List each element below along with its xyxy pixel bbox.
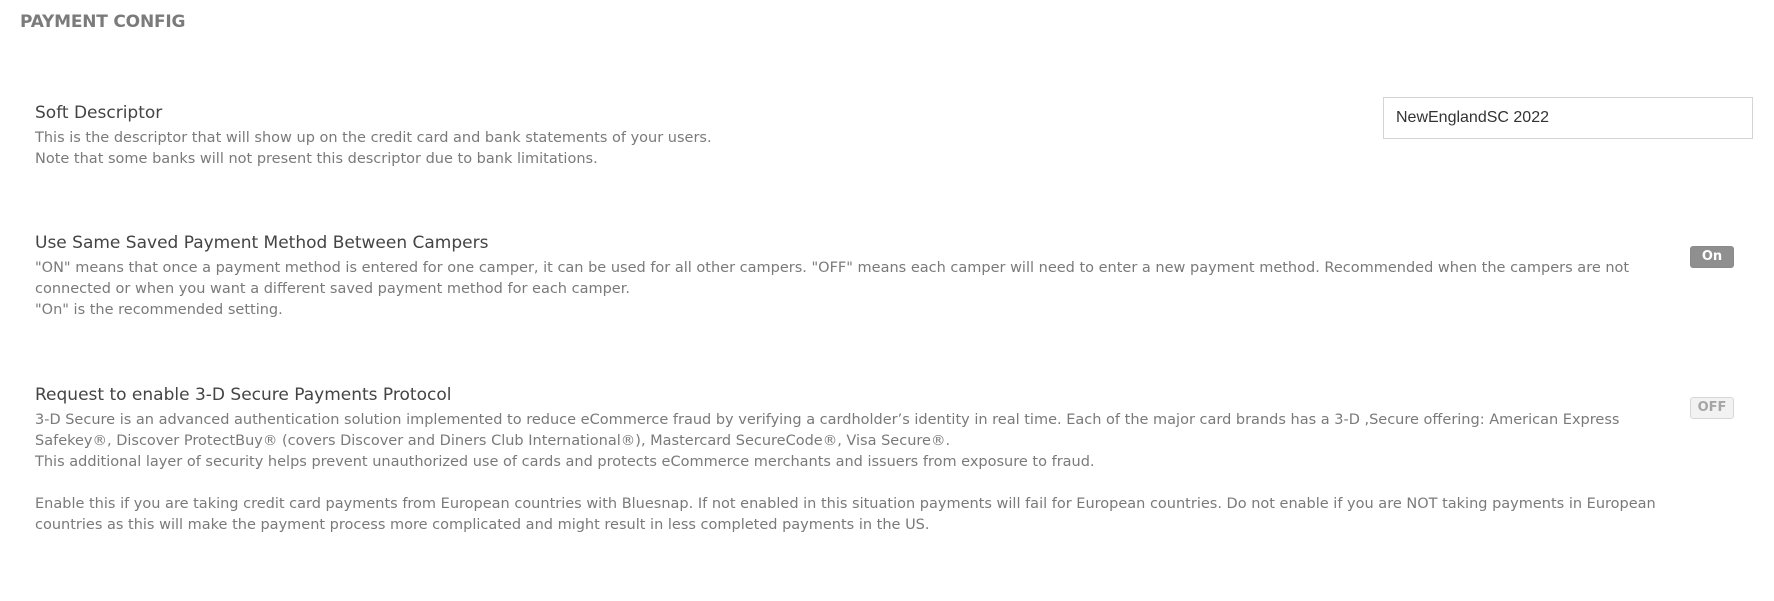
three-d-secure-setting [35, 384, 1685, 536]
same-payment-method-title: Use Same Saved Payment Method Between Campers [35, 233, 489, 253]
three-d-secure-desc-line: Enable this if you are taking credit card payments from European countries with Bluesnap. If not enabled in this situation payments will fail for European countries. Do not enable if you are NOT taking payments in European countries as this will make the payment process more complicated and might result in less completed payments in the US. [35, 496, 1656, 533]
soft-descriptor-description [35, 128, 1335, 170]
soft-descriptor-desc-line: Note that some banks will not present this descriptor due to bank limitations. [35, 151, 598, 167]
soft-descriptor-desc-line: This is the descriptor that will show up on the credit card and bank statements of your users. [35, 130, 712, 146]
three-d-secure-description [35, 410, 1685, 536]
same-payment-method-description [35, 258, 1675, 321]
same-payment-method-setting [35, 232, 1675, 321]
three-d-secure-title: Request to enable 3-D Secure Payments Protocol [35, 385, 452, 405]
paragraph-spacer [35, 473, 1685, 494]
three-d-secure-toggle[interactable]: OFF [1690, 397, 1734, 419]
same-payment-method-desc-line: "ON" means that once a payment method is entered for one camper, it can be used for all other campers. "OFF" means each camper will need to enter a new payment method. Recommended when the campers are not connected or when you want a different saved payment method for each camper. [35, 260, 1630, 297]
payment-config-title: PAYMENT CONFIG [20, 12, 186, 32]
same-payment-method-toggle[interactable]: On [1690, 246, 1734, 268]
soft-descriptor-title: Soft Descriptor [35, 103, 163, 123]
three-d-secure-desc-line: This additional layer of security helps prevent unauthorized use of cards and protects eCommerce merchants and issuers from exposure to fraud. [35, 454, 1095, 470]
soft-descriptor-input[interactable] [1383, 97, 1753, 139]
same-payment-method-desc-line: "On" is the recommended setting. [35, 302, 283, 318]
three-d-secure-desc-line: 3-D Secure is an advanced authentication solution implemented to reduce eCommerce fraud by verifying a cardholder’s identity in real time. Each of the major card brands has a 3-D ,Secure offering: American Express Safekey®, Discover ProtectBuy® (covers Discover and Diners Club International®), Mastercard SecureCode®, Visa Secure®. [35, 412, 1620, 449]
soft-descriptor-setting [35, 102, 1335, 170]
